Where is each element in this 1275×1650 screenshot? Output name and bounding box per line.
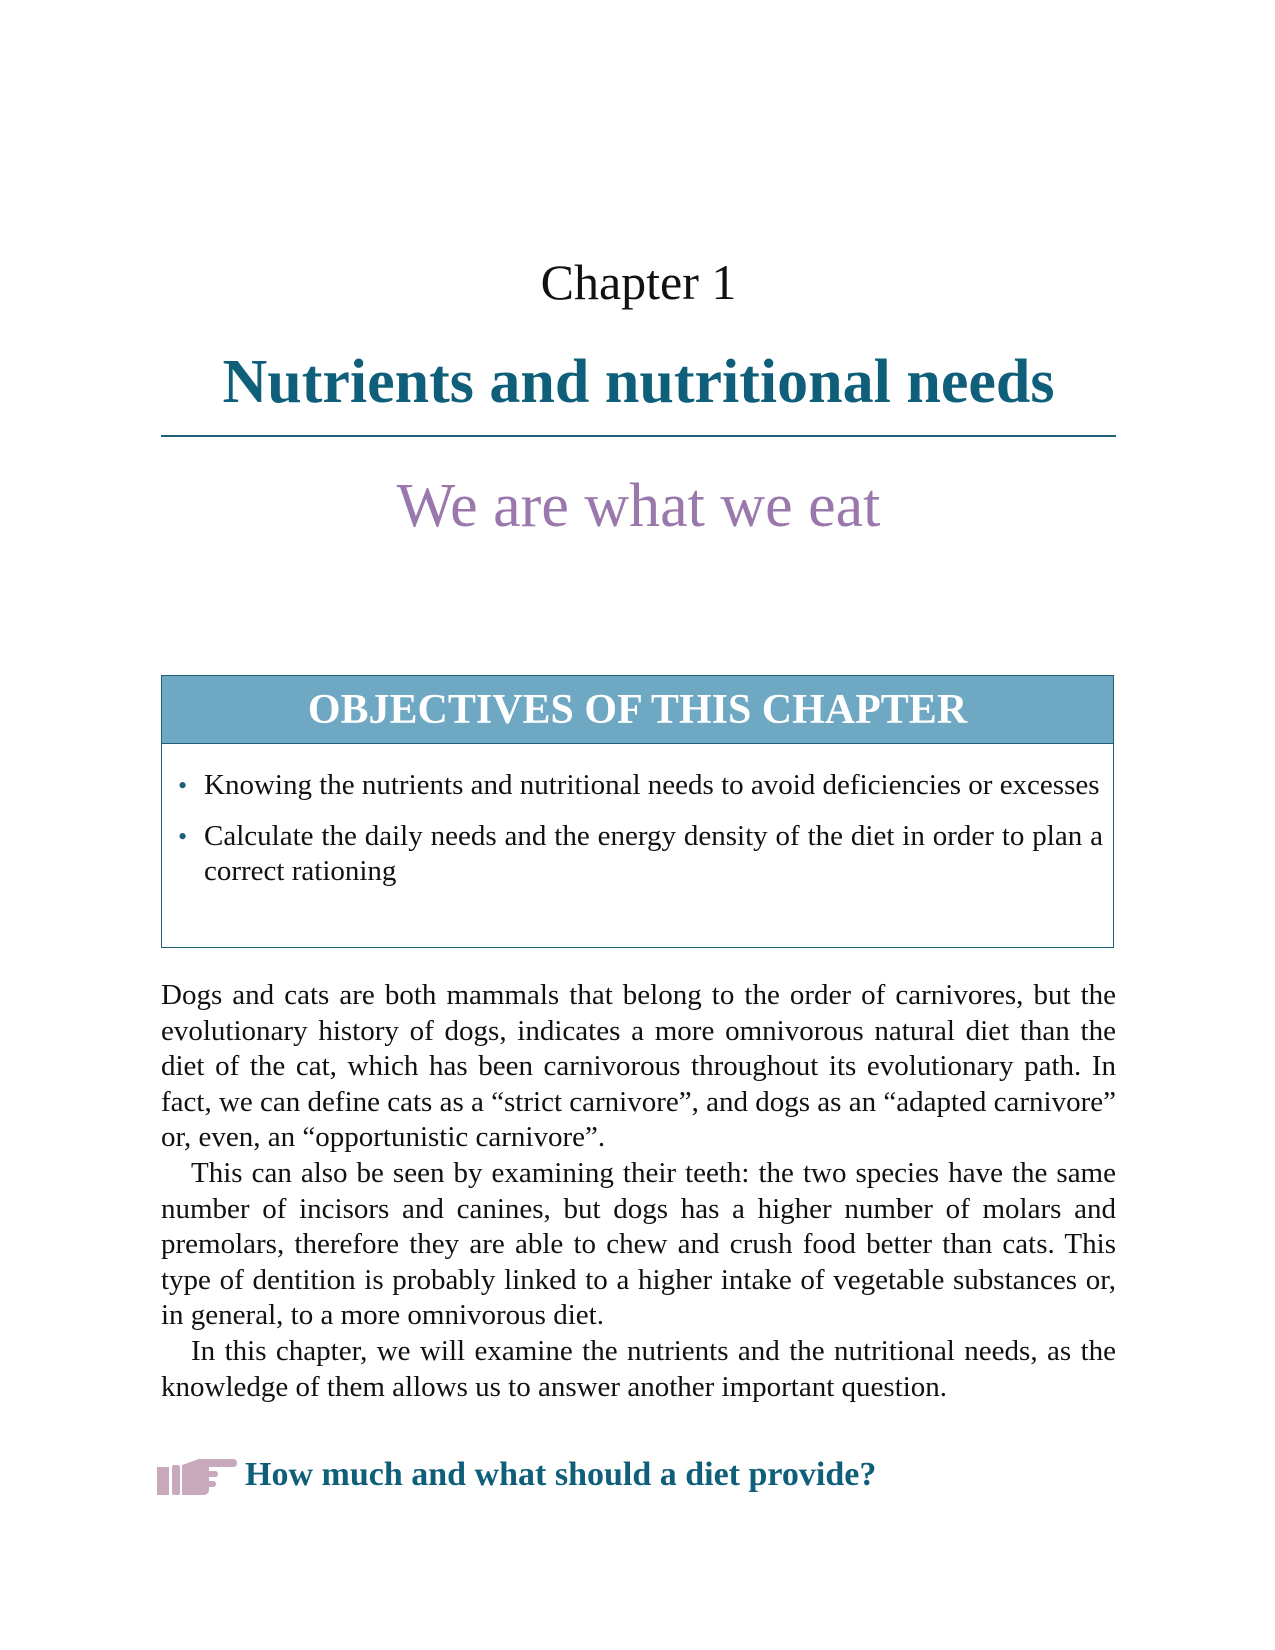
bullet-icon: • bbox=[178, 771, 188, 800]
chapter-subtitle: We are what we eat bbox=[396, 472, 881, 540]
chapter-label: Chapter 1 bbox=[540, 254, 737, 310]
objectives-list bbox=[162, 744, 1113, 889]
objective-text: Calculate the daily needs and the energy density of the diet in order to plan a correct rationing bbox=[204, 820, 1103, 887]
body-paragraph: Dogs and cats are both mammals that belong to the order of carnivores, but the evolutionary history of dogs, indicates a more omnivorous natural diet than the diet of the cat, which has been carnivorous throughout its evolutionary path. In fact, we can define cats as a “strict carnivore”, and dogs as an “adapted carnivore” or, even, an “opportunistic carnivore”. bbox=[161, 979, 1116, 1154]
section-heading-text: How much and what should a diet provide? bbox=[245, 1456, 877, 1493]
objectives-box bbox=[161, 675, 1114, 948]
objective-text: Knowing the nutrients and nutritional needs to avoid deficiencies or excesses bbox=[204, 769, 1100, 801]
chapter-title: Nutrients and nutritional needs bbox=[222, 348, 1055, 416]
pointing-hand-icon bbox=[155, 1453, 237, 1497]
title-divider bbox=[161, 435, 1116, 437]
objective-item bbox=[178, 819, 1103, 889]
document-page bbox=[161, 0, 1116, 1650]
body-text bbox=[161, 978, 1116, 1405]
body-paragraph: This can also be seen by examining their teeth: the two species have the same number of incisors and canines, but dogs has a higher number of molars and premolars, therefore they are able to chew and crush food better than cats. This type of dentition is probably linked to a higher intake of vegetable substances or, in general, to a more omnivorous diet. bbox=[161, 1156, 1116, 1332]
bullet-icon: • bbox=[178, 822, 188, 851]
body-paragraph: In this chapter, we will examine the nutrients and the nutritional needs, as the knowledge of them allows us to answer another important question. bbox=[161, 1334, 1116, 1403]
section-heading bbox=[155, 1450, 1115, 1500]
objectives-heading: OBJECTIVES OF THIS CHAPTER bbox=[162, 676, 1113, 744]
objective-item bbox=[178, 768, 1103, 803]
